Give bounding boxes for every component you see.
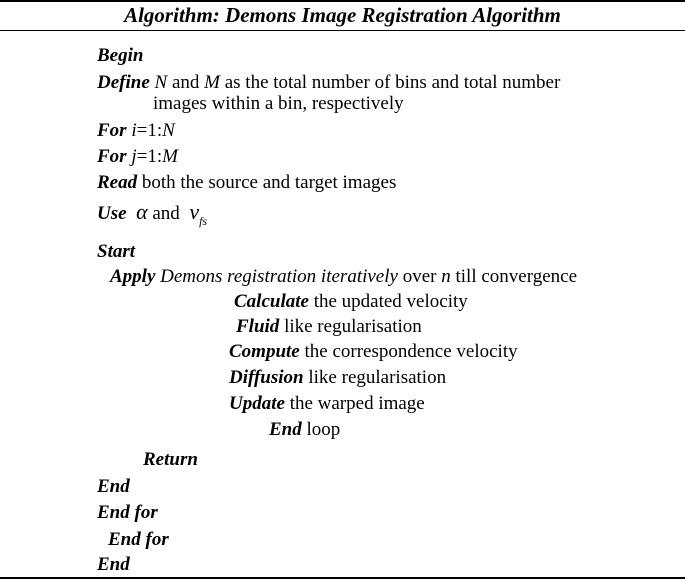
keyword: Apply [110, 266, 156, 287]
line-text: v [189, 199, 200, 224]
line-text: the warped image [284, 393, 425, 414]
keyword: Start [97, 241, 136, 262]
algorithm-line [97, 201, 207, 232]
title-rule [0, 30, 685, 31]
algorithm-line [143, 449, 198, 471]
keyword: Return [143, 449, 198, 470]
keyword: End [97, 554, 130, 575]
algorithm-line [110, 266, 577, 288]
algorithm-line [229, 367, 446, 389]
algorithm-line [97, 72, 560, 94]
algorithm-line [97, 476, 130, 498]
bottom-rule [0, 577, 685, 579]
line-text: over [397, 266, 442, 287]
algorithm-line [108, 529, 169, 551]
algorithm-line [97, 172, 396, 194]
line-text: =1: [136, 146, 163, 167]
line-text: as the total number of bins and total number [219, 72, 561, 93]
top-rule [0, 0, 685, 2]
algorithm-line [234, 291, 468, 313]
line-text: M [204, 72, 220, 93]
line-text: =1: [136, 120, 163, 141]
keyword: End for [97, 502, 158, 523]
line-text: N [162, 120, 175, 141]
algorithm-line [97, 502, 158, 524]
keyword: Compute [229, 341, 300, 362]
line-text: Demons registration iteratively [155, 266, 398, 287]
algorithm-line [236, 316, 422, 338]
algorithm-title: Algorithm: Demons Image Registration Algorithm [124, 3, 561, 27]
line-text: and [147, 203, 190, 224]
line-text: till convergence [450, 266, 577, 287]
keyword: Use [97, 203, 127, 224]
algorithm-line [97, 554, 130, 576]
keyword: End [269, 419, 302, 440]
keyword: Calculate [234, 291, 309, 312]
algorithm-line [229, 341, 518, 363]
line-text: loop [301, 419, 341, 440]
algorithm-line [229, 393, 425, 415]
line-text: the updated velocity [308, 291, 468, 312]
line-text: i [131, 120, 137, 141]
line-text: like regularisation [303, 367, 447, 388]
algorithm-line [97, 120, 175, 142]
keyword: For [97, 120, 127, 141]
algorithm-line [97, 241, 135, 263]
line-text: images within a bin, respectively [153, 93, 404, 114]
keyword: Begin [97, 45, 144, 66]
line-text: both the source and target images [137, 172, 397, 193]
line-text: like regularisation [279, 316, 422, 337]
keyword: For [97, 146, 127, 167]
line-text: and [167, 72, 205, 93]
algorithm-line [153, 93, 404, 115]
algorithm-line [269, 419, 340, 441]
line-text: the correspondence velocity [299, 341, 518, 362]
algorithm-line [97, 45, 143, 67]
line-text: M [162, 146, 178, 167]
algorithm-line [97, 146, 178, 168]
line-text: j [131, 146, 137, 167]
keyword: Define [97, 72, 150, 93]
line-text: N [154, 72, 168, 93]
keyword: End for [108, 529, 169, 550]
keyword: Diffusion [229, 367, 304, 388]
line-text: α [136, 199, 148, 224]
keyword: Update [229, 393, 285, 414]
line-text: fs [199, 214, 208, 228]
keyword: Fluid [236, 316, 280, 337]
line-text [127, 203, 137, 224]
keyword: Read [97, 172, 138, 193]
keyword: End [97, 476, 130, 497]
line-text: n [441, 266, 451, 287]
